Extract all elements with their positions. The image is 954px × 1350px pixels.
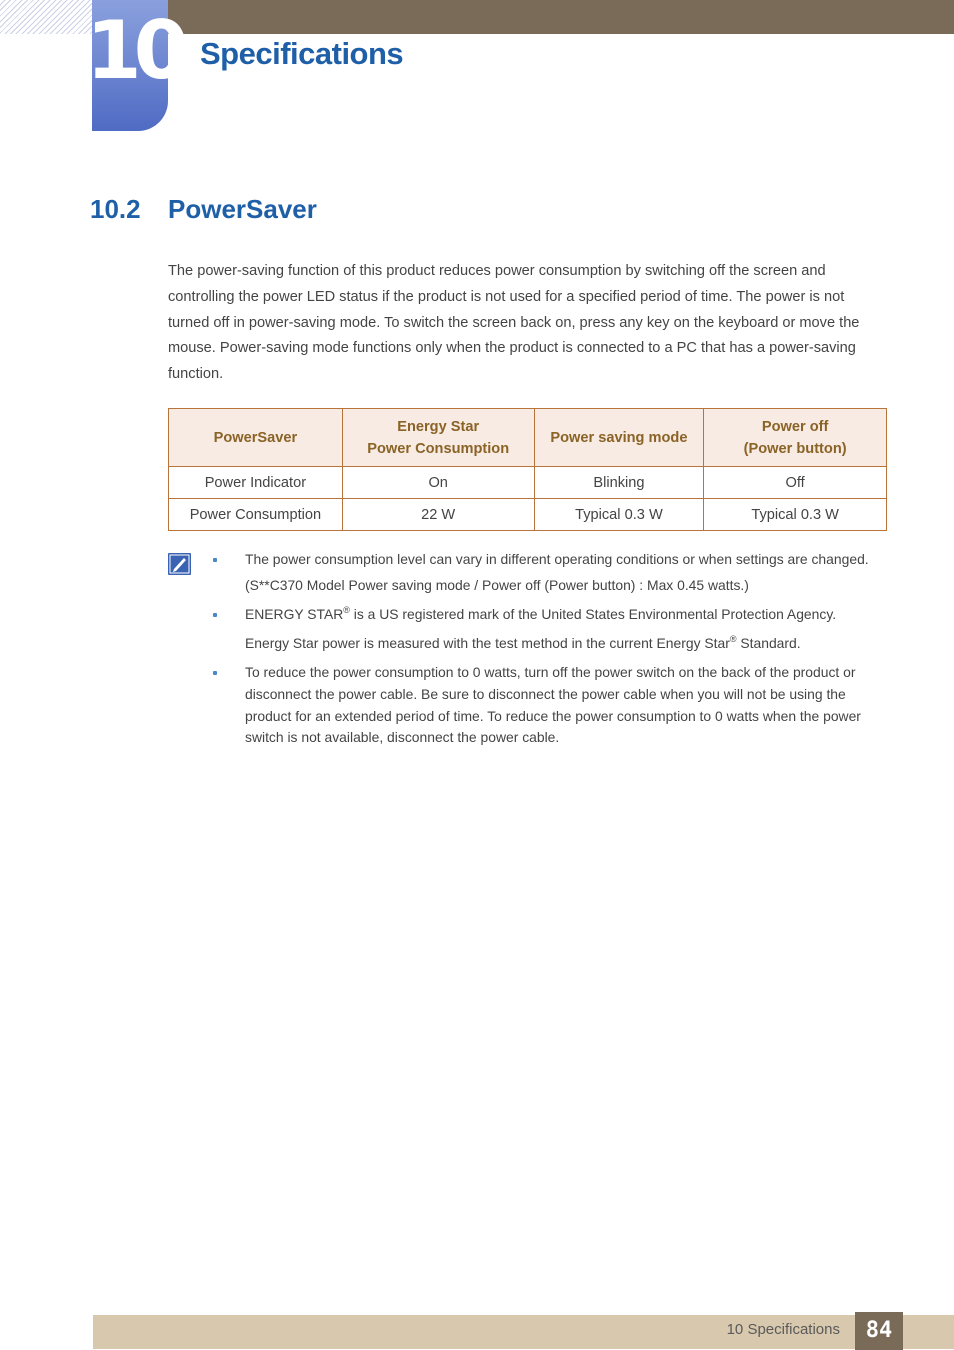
table-row (169, 467, 887, 499)
notes-list (245, 549, 890, 749)
note-text-part: ENERGY STAR (245, 606, 344, 623)
note-subtext: (S**C370 Model Power saving mode / Power off (Power button) : Max 0.45 watts.) (245, 576, 749, 593)
header-line: PowerSaver (213, 429, 298, 446)
note-pencil-icon (168, 553, 191, 575)
section-heading (90, 192, 317, 226)
table-cell: Power Indicator (169, 467, 343, 499)
note-text-part: is a US registered mark of the United States Environmental Protection Agency. (349, 606, 837, 623)
header-line: Power Consumption (367, 440, 510, 457)
table-header-row (169, 409, 887, 467)
note-item (245, 662, 890, 748)
table-cell: Off (704, 467, 887, 499)
header-power-saving-mode (534, 409, 704, 467)
note-subtext (245, 633, 890, 655)
note-text-part: Standard. (736, 634, 801, 651)
header-line: (Power button) (743, 440, 847, 457)
header-bar (168, 0, 954, 34)
footer-chapter-label: 10 Specifications (726, 1321, 840, 1338)
header-hatch-pattern (0, 0, 92, 34)
table-cell: Typical 0.3 W (534, 499, 704, 531)
note-text-part: Energy Star power is measured with the test method in the current Energy Star (245, 634, 730, 651)
table-cell: Typical 0.3 W (704, 499, 887, 531)
note-text: The power consumption level can vary in different operating conditions or when settings are changed. (245, 551, 869, 567)
registered-mark: ® (729, 633, 737, 644)
note-item (245, 549, 890, 596)
bullet-icon (213, 558, 217, 562)
chapter-title: Specifications (200, 36, 404, 71)
header-line: Power saving mode (550, 429, 688, 446)
section-title: PowerSaver (168, 194, 317, 224)
table-cell: Blinking (534, 467, 704, 499)
chapter-number-block (86, 0, 182, 131)
header-line: Energy Star (397, 418, 480, 435)
section-number: 10.2 (90, 194, 141, 224)
chapter-number: 10 (86, 4, 182, 97)
table-cell: 22 W (342, 499, 534, 531)
header-line: Power off (761, 418, 829, 435)
header-energy-star (342, 409, 534, 467)
page-number: 84 (855, 1312, 903, 1350)
table-cell: On (342, 467, 534, 499)
registered-mark: ® (343, 605, 350, 616)
table-row (169, 499, 887, 531)
powersaver-table (168, 408, 887, 531)
table-cell: Power Consumption (169, 499, 343, 531)
header-power-off (704, 409, 887, 467)
note-text: To reduce the power consumption to 0 watts, turn off the power switch on the back of the product or disconnect the power cable. Be sure to disconnect the power cable when you will not be using the product for an extended period of time. To reduce the power consumption to 0 watts when the power switch is not available, disconnect the power cable. (245, 664, 861, 746)
intro-paragraph: The power-saving function of this product reduces power consumption by switching off the screen and controlling the power LED status if the product is not used for a specified period of time. The power is not turned off in power-saving mode. To switch the screen back on, press any key on the keyboard or move the mouse. Power-saving mode functions only when the product is connected to a PC that has a power-saving function. (168, 263, 860, 383)
header-powersaver (169, 409, 343, 467)
note-text (245, 604, 890, 626)
note-item (245, 604, 890, 654)
bullet-icon (213, 613, 217, 617)
bullet-icon (213, 671, 217, 675)
